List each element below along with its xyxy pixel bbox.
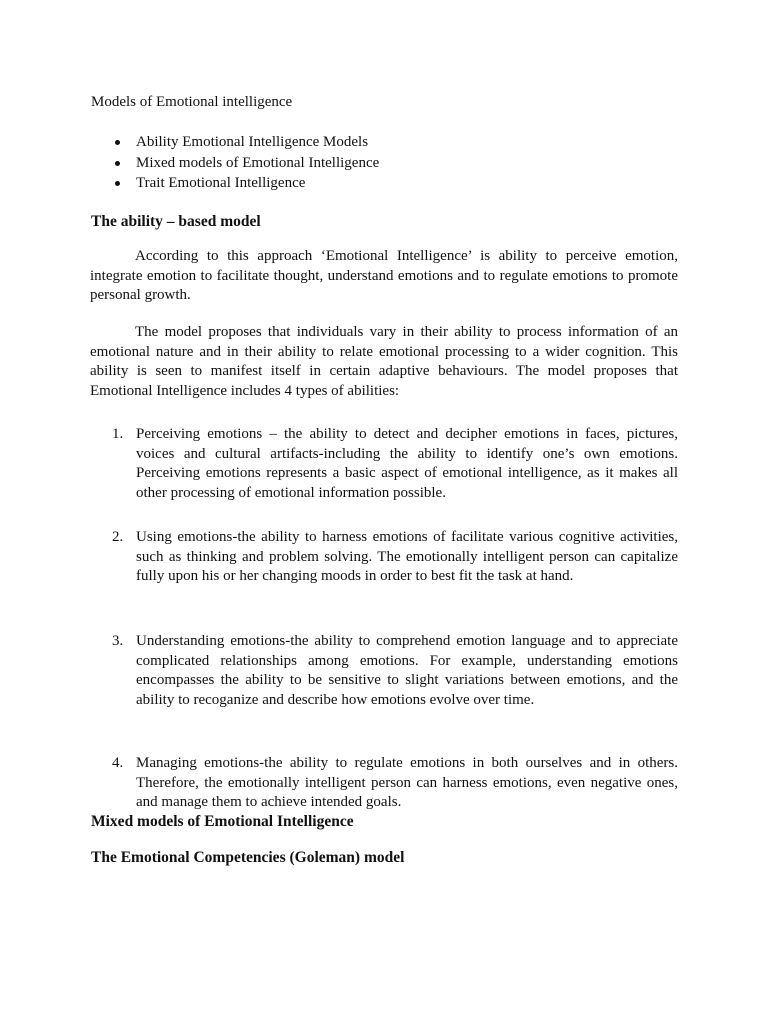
section-heading-mixed-models: Mixed models of Emotional Intelligence (91, 813, 354, 830)
bullet-item: Ability Emotional Intelligence Models (91, 133, 379, 154)
bullet-item: Trait Emotional Intelligence (91, 174, 379, 195)
list-item-perceiving (90, 425, 678, 503)
list-item-text: Using emotions-the ability to harness emotions of facilitate various cognitive activities, such as thinking and problem solving. The emotionally intelligent person can capitalize fully upon his or her changing moods in order to best fit the task at hand. (136, 529, 678, 584)
list-item-managing (90, 754, 678, 813)
document-title: Models of Emotional intelligence (91, 94, 293, 110)
section-heading-ability-model: The ability – based model (91, 213, 261, 230)
list-item-text: Understanding emotions-the ability to comprehend emotion language and to appreciate complicated relationships among emotions. For example, understanding emotions encompasses the ability to be sensitive to slight variations between emotions, and the ability to recoganize and describe how emotions evolve over time. (136, 633, 678, 708)
list-number: 3. (112, 633, 124, 649)
list-number: 4. (112, 755, 124, 771)
list-number: 2. (112, 529, 124, 545)
bullet-item: Mixed models of Emotional Intelligence (91, 154, 379, 175)
list-item-understanding (90, 632, 678, 710)
paragraph-model-description: The model proposes that individuals vary in their ability to process information of an emotional nature and in their ability to relate emotional processing to a wider cognition. This ability is seen to manifest itself in certain adaptive behaviours. The model proposes that Emotional Intelligence includes 4 types of abilities: (90, 324, 678, 399)
model-bullet-list (91, 133, 379, 195)
list-item-text: Managing emotions-the ability to regulate emotions in both ourselves and in others. Therefore, the emotionally intelligent person can harness emotions, even negative ones, and manage them to achieve intended goals. (136, 755, 678, 810)
list-number: 1. (112, 426, 124, 442)
list-item-text: Perceiving emotions – the ability to detect and decipher emotions in faces, pictures, voices and cultural artifacts-including the ability to identify one’s own emotions. Perceiving emotions represents a basic aspect of emotional intelligence, as it makes all other processing of emotional information possible. (136, 426, 678, 501)
paragraph-definition: According to this approach ‘Emotional Intelligence’ is ability to perceive emotion, integrate emotion to facilitate thought, understand emotions and to regulate emotions to promote personal growth. (90, 248, 678, 303)
list-item-using (90, 528, 678, 587)
section-heading-goleman-model: The Emotional Competencies (Goleman) model (91, 849, 405, 866)
